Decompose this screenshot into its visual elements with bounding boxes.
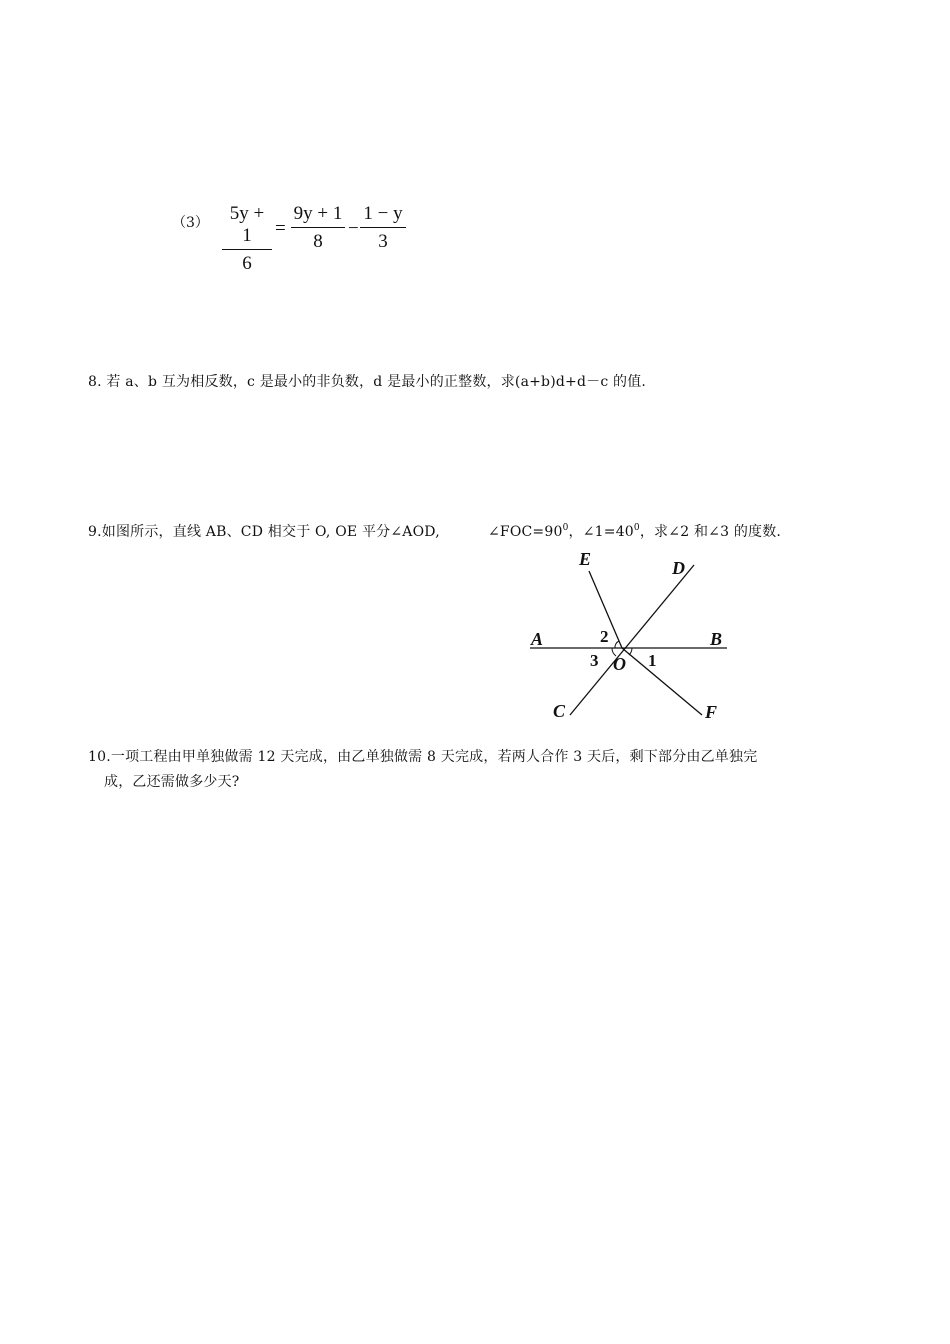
label-b: B bbox=[710, 629, 723, 649]
equals-sign: = bbox=[275, 218, 286, 239]
fraction-numerator: 5y + 1 bbox=[229, 203, 265, 246]
angle-1-text: ，∠1=40 bbox=[568, 524, 634, 540]
problem-label: （3） bbox=[172, 215, 209, 231]
ray-of bbox=[622, 648, 702, 715]
fraction-bar bbox=[360, 227, 406, 228]
question-9-ask: ，求∠2 和∠3 的度数. bbox=[639, 524, 782, 540]
angle-label-1: 1 bbox=[648, 651, 657, 670]
fraction-numerator: 9y + 1 bbox=[293, 203, 343, 224]
question-9-part2 bbox=[488, 521, 781, 541]
fraction-denominator: 3 bbox=[378, 231, 388, 252]
label-a: A bbox=[531, 629, 544, 649]
angle-label-3: 3 bbox=[590, 651, 599, 670]
label-f: F bbox=[705, 702, 718, 722]
question-8: 8. 若 a、b 互为相反数，c 是最小的非负数，d 是最小的正整数，求(a+b)d+d－c 的值. bbox=[88, 374, 647, 390]
fraction-numerator: 1 − y bbox=[363, 203, 403, 224]
fraction-bar bbox=[222, 249, 272, 250]
fraction-rhs2 bbox=[360, 203, 406, 253]
angle-2-arc bbox=[615, 641, 619, 648]
fraction-lhs bbox=[222, 203, 272, 275]
minus-sign: − bbox=[348, 218, 359, 239]
angle-label-2: 2 bbox=[600, 627, 609, 646]
geometry-figure bbox=[520, 545, 740, 730]
degree-superscript: 0 bbox=[562, 523, 569, 533]
fraction-bar bbox=[291, 227, 345, 228]
angle-1-arc bbox=[629, 648, 632, 655]
question-10-line2: 成，乙还需做多少天? bbox=[104, 774, 240, 790]
label-c: C bbox=[553, 701, 566, 721]
fraction-rhs1 bbox=[291, 203, 345, 253]
label-d: D bbox=[672, 558, 685, 578]
fraction-denominator: 8 bbox=[313, 231, 323, 252]
degree-superscript: 0 bbox=[633, 523, 640, 533]
label-o: O bbox=[613, 654, 626, 674]
label-e: E bbox=[579, 549, 592, 569]
question-10-line1: 10.一项工程由甲单独做需 12 天完成，由乙单独做需 8 天完成，若两人合作 3 天后，剩下部分由乙单独完 bbox=[88, 749, 758, 765]
question-9-part1: 9.如图所示，直线 AB、CD 相交于 O, OE 平分∠AOD, bbox=[88, 524, 440, 540]
fraction-denominator: 6 bbox=[242, 253, 252, 274]
angle-foc-text: ∠FOC=90 bbox=[488, 524, 563, 540]
